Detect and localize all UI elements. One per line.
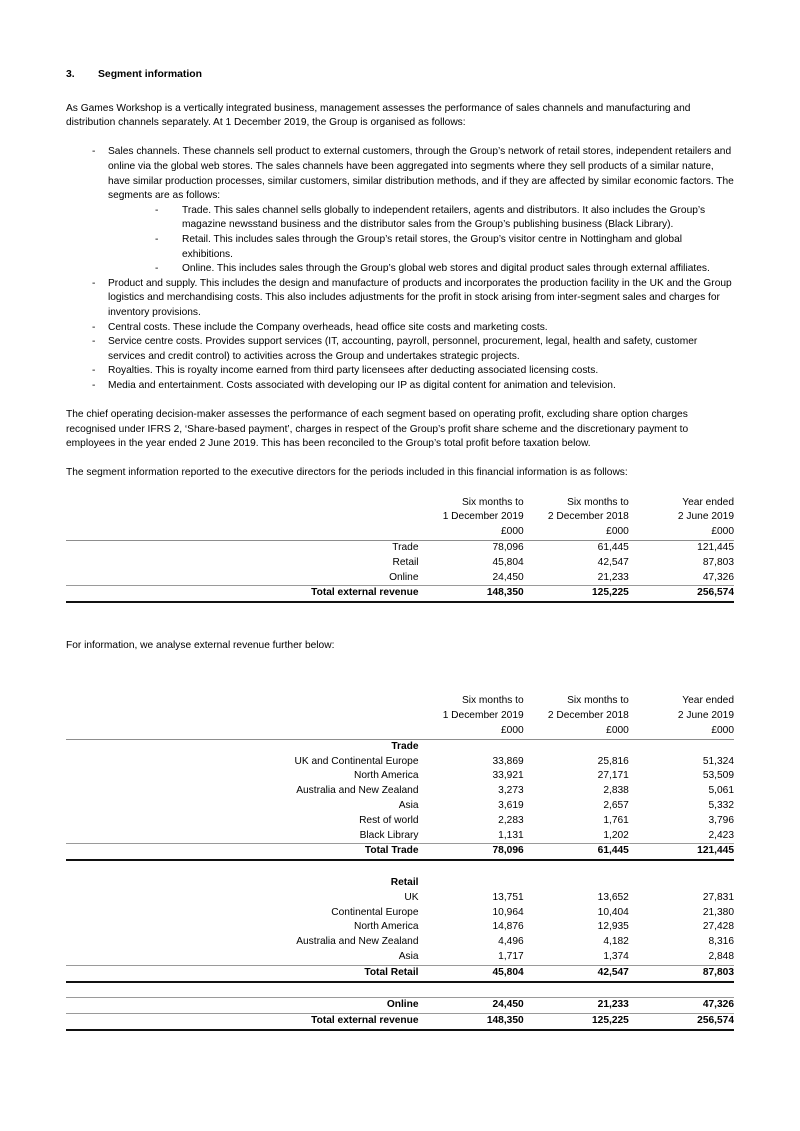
section-spacer	[419, 876, 524, 891]
row-value: 47,326	[702, 571, 734, 583]
row-value: 47,326	[629, 998, 734, 1014]
spacer-cell	[419, 982, 524, 998]
row-label: Asia	[398, 950, 419, 962]
total-value: 256,574	[629, 586, 734, 602]
row-value: 21,233	[524, 998, 629, 1014]
row-value: 14,876	[492, 921, 524, 933]
col3-period-line1: Year ended	[682, 695, 734, 707]
bullet-item	[155, 262, 734, 277]
bullet-text: Service centre costs. Provides support services (IT, accounting, payroll, personnel, procurement, legal, health and safety, customer services and credit control) to activities across the Group and undertakes strategic projects.	[108, 336, 698, 362]
col2-period-line1: Six months to	[567, 695, 629, 707]
bullet-dash-icon: -	[92, 379, 96, 391]
col1-period-line1: Six months to	[461, 496, 524, 508]
table-row	[66, 541, 734, 556]
total-value: 61,445	[524, 844, 629, 860]
row-value: 13,652	[597, 891, 629, 903]
bullet-dash-icon: -	[92, 146, 96, 158]
col1-period-line1: Six months to	[461, 695, 524, 707]
bullet-item	[92, 321, 734, 336]
total-value: 256,574	[629, 1014, 734, 1030]
table-row	[66, 769, 734, 784]
row-value: 33,869	[492, 755, 524, 767]
table-row	[66, 920, 734, 935]
section-number: 3.	[66, 69, 75, 80]
row-value: 2,657	[603, 799, 629, 811]
table-spacer-row	[66, 982, 734, 998]
row-value: 4,182	[603, 936, 629, 948]
segment-info-paragraph: The segment information reported to the executive directors for the periods included in this financial information is as follows:	[66, 467, 628, 479]
row-label: Australia and New Zealand	[296, 936, 419, 948]
row-value: 21,233	[597, 571, 629, 583]
row-label: Black Library	[359, 829, 419, 841]
table-header-row-1	[66, 694, 734, 709]
bullet-item	[92, 335, 734, 364]
bullet-dash-icon: -	[92, 321, 96, 333]
section-heading	[66, 68, 734, 83]
row-label: Australia and New Zealand	[296, 785, 419, 797]
table-row	[66, 556, 734, 571]
row-value: 1,717	[498, 950, 524, 962]
table-row	[66, 799, 734, 814]
row-value: 45,804	[492, 556, 524, 568]
total-value: 148,350	[419, 586, 524, 602]
section-spacer	[419, 739, 524, 754]
bullet-item	[155, 204, 734, 233]
decision-maker-paragraph: The chief operating decision-maker assesses the performance of each segment based on operating profit, excluding share option charges recognised under IFRS 2, ‘Share-based payment’, charges in respect of the Group’s profit share scheme and the discretionary payment to employees in the year ended 2 June 2019. This has been reconciled to the Group’s total profit before taxation below.	[66, 409, 689, 450]
row-value: 5,061	[708, 785, 734, 797]
row-value: 27,171	[597, 770, 629, 782]
table-row	[66, 755, 734, 770]
table-row	[66, 950, 734, 965]
section-spacer	[629, 876, 734, 891]
bullet-text: Product and supply. This includes the design and manufacture of products and incorporates the production facility in the UK and the Group logistics and merchandising costs. This also includes adjustments for the profit in stock arising from inter-segment sales and charges for inventory provisions.	[108, 277, 732, 318]
row-value: 78,096	[419, 541, 524, 556]
col1-unit: £000	[501, 724, 524, 736]
bullet-text: Royalties. This is royalty income earned from third party licensees after deducting associated licensing costs.	[108, 365, 599, 377]
row-label: Online	[389, 571, 419, 583]
col3-unit: £000	[711, 724, 734, 736]
spacer-cell	[419, 860, 524, 876]
row-label: Trade	[66, 541, 419, 556]
table-grand-total-row	[66, 1014, 734, 1030]
row-value: 2,423	[708, 829, 734, 841]
bullet-item	[92, 379, 734, 394]
total-value: 45,804	[419, 965, 524, 981]
document-body	[66, 68, 734, 1031]
table-row	[66, 829, 734, 844]
row-value: 1,761	[603, 814, 629, 826]
segment-bullet-list	[92, 145, 734, 393]
row-value: 27,831	[702, 891, 734, 903]
bullet-dash-icon: -	[155, 263, 159, 275]
section-spacer	[524, 876, 629, 891]
total-label: Total Retail	[66, 965, 419, 981]
table-row	[66, 571, 734, 586]
row-value: 1,374	[603, 950, 629, 962]
revenue-breakdown-table	[66, 694, 734, 1031]
row-value: 3,619	[498, 799, 524, 811]
section-label: Retail	[390, 876, 419, 888]
col3-unit: £000	[711, 526, 734, 538]
spacer	[66, 603, 734, 639]
row-value: 12,935	[597, 921, 629, 933]
row-label: North America	[353, 770, 419, 782]
total-value: 125,225	[524, 586, 629, 602]
row-label: Online	[66, 998, 419, 1014]
total-value: 87,803	[629, 965, 734, 981]
row-value: 24,450	[419, 998, 524, 1014]
row-value: 4,496	[498, 936, 524, 948]
row-label: North America	[353, 921, 419, 933]
table-total-row	[66, 586, 734, 602]
header-spacer	[66, 709, 419, 724]
header-spacer	[66, 694, 419, 709]
row-value: 2,283	[498, 814, 524, 826]
total-value: 125,225	[524, 1014, 629, 1030]
header-spacer	[66, 525, 419, 540]
row-value: 8,316	[708, 936, 734, 948]
row-value: 1,131	[498, 829, 524, 841]
spacer-cell	[524, 982, 629, 998]
bullet-item	[92, 277, 734, 321]
further-analysis-paragraph: For information, we analyse external revenue further below:	[66, 640, 335, 652]
col3-period-line1: Year ended	[682, 496, 734, 508]
row-value: 27,428	[702, 921, 734, 933]
total-value: 42,547	[524, 965, 629, 981]
table-total-row-retail	[66, 965, 734, 981]
total-label: Total external revenue	[66, 1014, 419, 1030]
col1-period-line2: 1 December 2019	[442, 710, 524, 722]
table-header-row-units	[66, 525, 734, 540]
bullet-text: Trade. This sales channel sells globally to independent retailers, agents and distributors. It also includes the Group’s magazine newsstand business and the distributor sales from the Group’s publishing business (Black Library).	[182, 204, 706, 231]
section-label: Trade	[66, 739, 419, 754]
bullet-dash-icon: -	[155, 204, 159, 216]
row-value: 13,751	[492, 891, 524, 903]
total-value: 78,096	[419, 844, 524, 860]
row-value: 24,450	[492, 571, 524, 583]
bullet-sublist	[155, 204, 734, 277]
row-label: Continental Europe	[331, 906, 419, 918]
table-row	[66, 891, 734, 906]
spacer-cell	[629, 860, 734, 876]
col2-unit: £000	[606, 724, 629, 736]
col1-unit: £000	[501, 526, 524, 538]
header-spacer	[66, 724, 419, 739]
table-total-row-trade	[66, 844, 734, 860]
bullet-dash-icon: -	[92, 277, 96, 289]
row-value: 1,202	[603, 829, 629, 841]
row-value: 21,380	[702, 906, 734, 918]
spacer	[66, 393, 734, 408]
spacer-cell	[629, 982, 734, 998]
section-spacer	[524, 739, 629, 754]
bullet-text: Retail. This includes sales through the Group’s retail stores, the Group’s visitor centre in Nottingham and global exhibitions.	[182, 233, 683, 260]
row-value: 3,273	[498, 785, 524, 797]
row-value: 61,445	[524, 541, 629, 556]
total-label: Total external revenue	[66, 586, 419, 602]
bullet-item	[92, 145, 734, 276]
table-header-row-2	[66, 709, 734, 724]
row-value: 121,445	[629, 541, 734, 556]
total-value: 148,350	[419, 1014, 524, 1030]
bullet-text: Central costs. These include the Company overheads, head office site costs and marketing costs.	[108, 321, 548, 333]
col3-period-line2: 2 June 2019	[677, 710, 734, 722]
col2-period-line1: Six months to	[567, 496, 629, 508]
row-label: UK	[404, 891, 419, 903]
section-heading-row-retail	[66, 876, 734, 891]
row-value: 53,509	[702, 770, 734, 782]
total-label: Total Trade	[66, 844, 419, 860]
row-value: 2,848	[708, 950, 734, 962]
bullet-text: Sales channels. These channels sell product to external customers, through the Group’s network of retail stores, independent retailers and online via the global web stores. The sales channels have been aggregated into segments where they sell products of a similar nature, have similar production processes, similar customers, similar distribution methods, and if they are affected by similar economic factors. The segments are as follows:	[108, 146, 734, 202]
bullet-dash-icon: -	[155, 233, 159, 245]
bullet-dash-icon: -	[92, 336, 96, 348]
table-row-online	[66, 998, 734, 1014]
col3-period-line2: 2 June 2019	[677, 511, 734, 523]
section-heading-row-trade	[66, 739, 734, 754]
segment-revenue-table	[66, 496, 734, 604]
col2-unit: £000	[606, 526, 629, 538]
spacer-cell	[66, 860, 419, 876]
col2-period-line2: 2 December 2018	[547, 710, 629, 722]
table-row	[66, 906, 734, 921]
spacer-cell	[524, 860, 629, 876]
table-header-row-2	[66, 510, 734, 525]
header-spacer	[66, 496, 419, 511]
header-spacer	[66, 510, 419, 525]
section-spacer	[629, 739, 734, 754]
table-header-row-units	[66, 724, 734, 739]
row-value: 25,816	[597, 755, 629, 767]
bullet-dash-icon: -	[92, 365, 96, 377]
row-label: Rest of world	[359, 814, 419, 826]
row-value: 2,838	[603, 785, 629, 797]
intro-paragraph: As Games Workshop is a vertically integrated business, management assesses the performance of sales channels and manufacturing and distribution channels separately. At 1 December 2019, the Group is organised as follows:	[66, 102, 691, 129]
col2-period-line2: 2 December 2018	[547, 511, 629, 523]
bullet-text: Online. This includes sales through the Group’s global web stores and digital product sales through external affiliates.	[182, 263, 710, 275]
bullet-item	[92, 364, 734, 379]
table-row	[66, 814, 734, 829]
row-value: 3,796	[708, 814, 734, 826]
page-title: Segment information	[98, 69, 202, 80]
row-label: UK and Continental Europe	[294, 755, 419, 767]
spacer	[66, 668, 734, 694]
bullet-item	[155, 233, 734, 262]
row-value: 10,964	[492, 906, 524, 918]
row-value: 10,404	[597, 906, 629, 918]
row-value: 5,332	[708, 799, 734, 811]
bullet-text: Media and entertainment. Costs associated with developing our IP as digital content for animation and television.	[108, 379, 616, 391]
table-row	[66, 784, 734, 799]
table-header-row-1	[66, 496, 734, 511]
total-value: 121,445	[629, 844, 734, 860]
spacer-cell	[66, 982, 419, 998]
table-row	[66, 935, 734, 950]
col1-period-line2: 1 December 2019	[442, 511, 524, 523]
row-value: 87,803	[702, 556, 734, 568]
row-value: 51,324	[702, 755, 734, 767]
row-value: 33,921	[492, 770, 524, 782]
table-spacer-row	[66, 860, 734, 876]
row-label: Asia	[398, 799, 419, 811]
row-value: 42,547	[597, 556, 629, 568]
row-label: Retail	[392, 556, 419, 568]
